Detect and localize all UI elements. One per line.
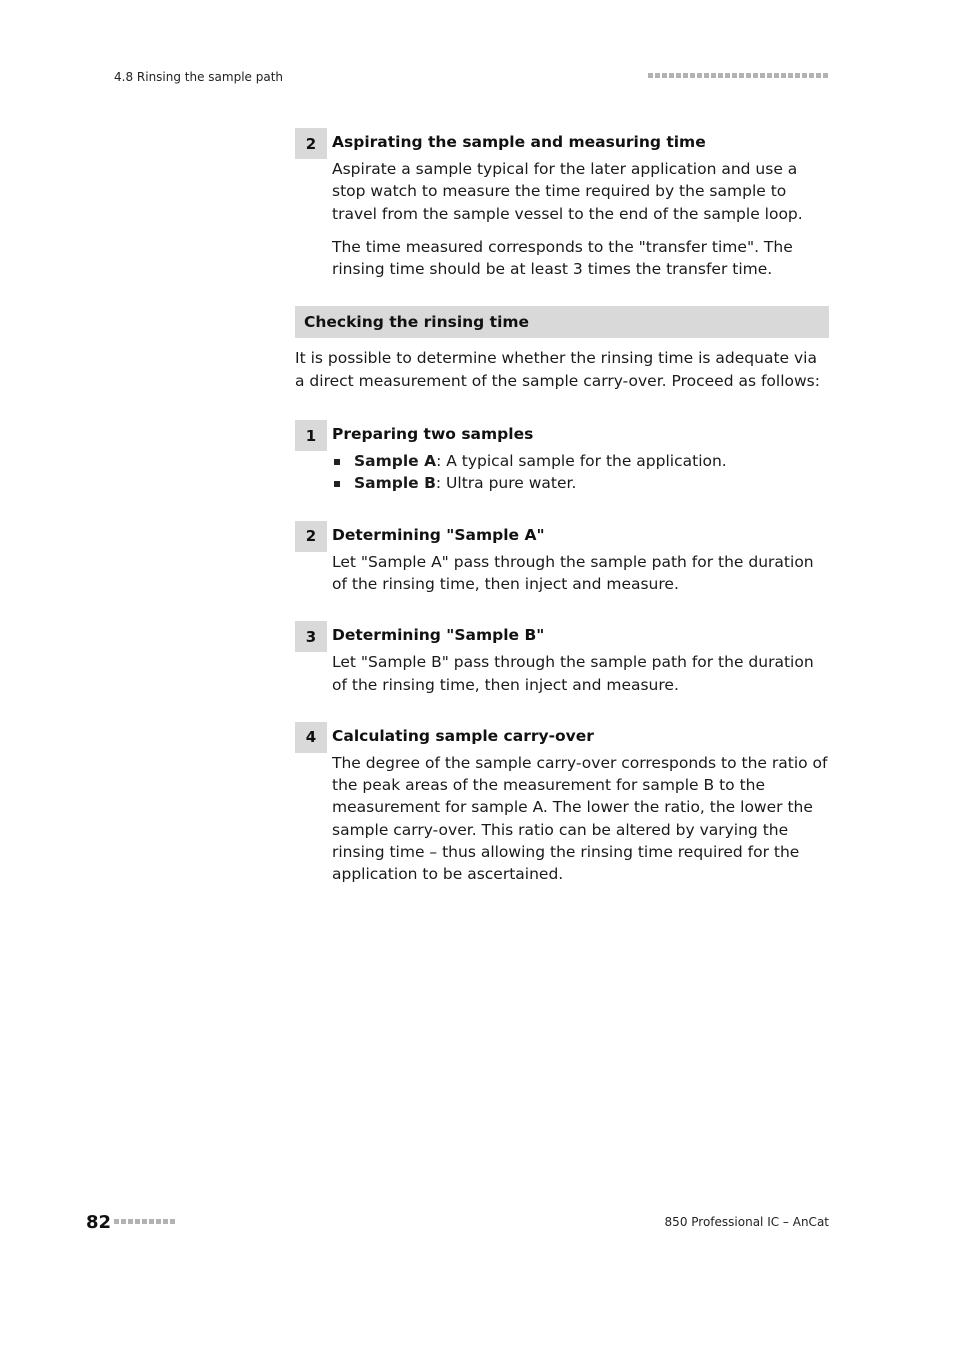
decor-square-icon [697, 73, 702, 78]
decor-square-icon [767, 73, 772, 78]
step-paragraph: Let "Sample A" pass through the sample path for the duration of the rinsing time, then inject and measure. [332, 552, 814, 593]
step-3 [295, 621, 829, 696]
decor-square-icon [121, 1219, 126, 1224]
decor-square-icon [816, 73, 821, 78]
decor-square-icon [114, 1219, 119, 1224]
step-2 [295, 521, 829, 596]
decor-square-icon [760, 73, 765, 78]
decor-square-icon [781, 73, 786, 78]
step-1 [295, 420, 829, 495]
decor-square-icon [718, 73, 723, 78]
decor-square-icon [795, 73, 800, 78]
header-decoration [648, 73, 828, 78]
decor-square-icon [704, 73, 709, 78]
step-paragraph: Aspirate a sample typical for the later application and use a stop watch to measure the time required by the sample to travel from the sample vessel to the end of the sample loop. [332, 160, 803, 223]
step-paragraph: The degree of the sample carry-over corresponds to the ratio of the peak areas of the measurement for sample B to the measurement for sample A. The lower the ratio, the lower the sample carry-over. This ratio can be altered by varying the rinsing time – thus allowing the rinsing time required for the application to be ascertained. [332, 753, 828, 884]
decor-square-icon [774, 73, 779, 78]
decor-square-icon [788, 73, 793, 78]
step-title: Aspirating the sample and measuring time [332, 133, 706, 151]
bullet-text: : A typical sample for the application. [436, 452, 727, 471]
bullet-square-icon [334, 481, 340, 487]
footer-decoration [114, 1219, 175, 1224]
page-content [295, 128, 829, 912]
step-paragraph: Let "Sample B" pass through the sample path for the duration of the rinsing time, then inject and measure. [332, 653, 814, 694]
step-title: Calculating sample carry-over [332, 726, 594, 745]
step-4 [295, 722, 829, 886]
step-top-2 [295, 128, 829, 280]
step-paragraph: The time measured corresponds to the "transfer time". The rinsing time should be at least 3 times the transfer time. [332, 237, 793, 279]
page-number: 82 [86, 1212, 112, 1233]
decor-square-icon [802, 73, 807, 78]
decor-square-icon [648, 73, 653, 78]
decor-square-icon [128, 1219, 133, 1224]
decor-square-icon [753, 73, 758, 78]
step-title: Determining "Sample A" [332, 525, 545, 544]
decor-square-icon [655, 73, 660, 78]
decor-square-icon [662, 73, 667, 78]
decor-square-icon [732, 73, 737, 78]
decor-square-icon [711, 73, 716, 78]
decor-square-icon [746, 73, 751, 78]
step-title: Preparing two samples [332, 425, 534, 444]
running-header-section: 4.8 Rinsing the sample path [114, 70, 284, 84]
step-number: 3 [295, 621, 327, 652]
decor-square-icon [149, 1219, 154, 1224]
decor-square-icon [135, 1219, 140, 1224]
list-item [332, 450, 829, 472]
decor-square-icon [809, 73, 814, 78]
decor-square-icon [170, 1219, 175, 1224]
decor-square-icon [725, 73, 730, 78]
decor-square-icon [163, 1219, 168, 1224]
step-number: 4 [295, 722, 327, 753]
bullet-term: Sample A [354, 452, 437, 471]
bullet-text: : Ultra pure water. [435, 474, 577, 493]
step-number: 2 [295, 521, 327, 552]
step-title: Determining "Sample B" [332, 626, 545, 645]
bullet-term: Sample B [354, 474, 436, 493]
decor-square-icon [676, 73, 681, 78]
step-number: 1 [295, 420, 327, 451]
decor-square-icon [823, 73, 828, 78]
decor-square-icon [156, 1219, 161, 1224]
decor-square-icon [739, 73, 744, 78]
decor-square-icon [669, 73, 674, 78]
bullet-square-icon [334, 459, 340, 465]
decor-square-icon [142, 1219, 147, 1224]
step-number: 2 [295, 128, 327, 159]
decor-square-icon [690, 73, 695, 78]
decor-square-icon [683, 73, 688, 78]
section-heading: Checking the rinsing time [295, 306, 829, 338]
list-item [332, 472, 829, 494]
footer-product: 850 Professional IC – AnCat [664, 1215, 829, 1229]
bullet-list [332, 450, 829, 495]
section-intro: It is possible to determine whether the rinsing time is adequate via a direct measurement of the sample carry-over. Proceed as follows: [295, 349, 820, 390]
